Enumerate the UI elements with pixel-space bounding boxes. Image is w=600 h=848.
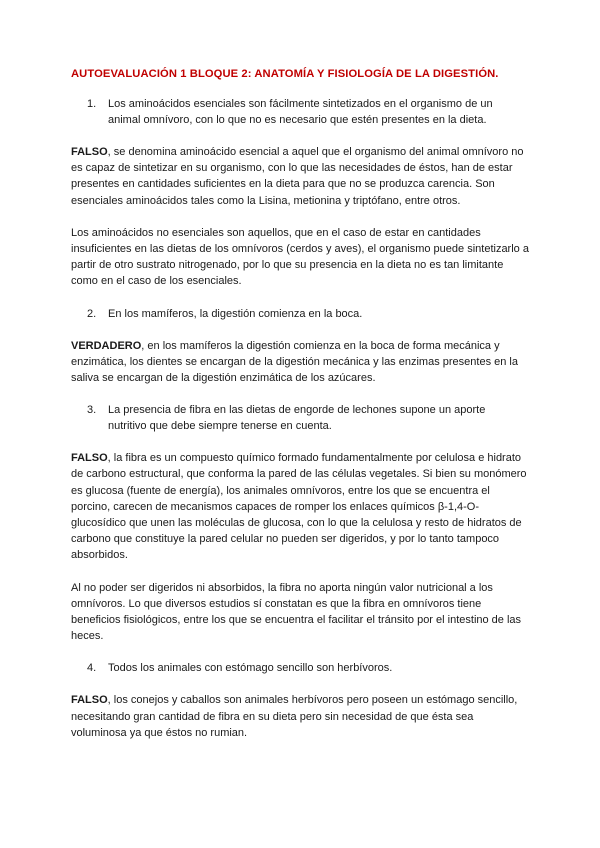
answer-verdict: FALSO [71, 694, 108, 707]
answer-verdict: FALSO [71, 146, 108, 158]
question-text: En los mamíferos, la digestión comienza en la boca. [108, 307, 363, 320]
question-4 [71, 660, 531, 676]
answer-paragraph [71, 338, 531, 387]
answer-text: , los conejos y caballos son animales herbívoros pero poseen un estómago sencillo, necesitando gran cantidad de fibra en su dieta pero sin necesidad de que ésta sea voluminosa ya que éstos no rumian. [71, 694, 518, 739]
answer-text: Al no poder ser digeridos ni absorbidos, la fibra no aporta ningún valor nutricional a los omnívoros. Lo que diversos estudios sí constatan es que la fibra en omnívoros tiene beneficios fisiológicos, entre los que se encuentra el facilitar el tránsito por el intestino de las heces. [71, 581, 522, 643]
question-text: Los aminoácidos esenciales son fácilmente sintetizados en el organismo de un animal omnívoro, con lo que no es necesario que estén presentes en la dieta. [108, 98, 493, 126]
question-3 [71, 402, 531, 434]
answer-paragraph [71, 580, 531, 645]
answer-text: Los aminoácidos no esenciales son aquellos, que en el caso de estar en cantidades insuficientes en las dietas de los omnívoros (cerdos y aves), el organismo puede sintetizarlo a partir de otro sustrato nitrogenado, por lo que su presencia en la dieta no es tan limitante como en el caso de los esenciales. [71, 226, 529, 288]
answer-paragraph [71, 450, 531, 563]
document-page [71, 66, 531, 757]
question-2 [71, 306, 531, 322]
question-1 [71, 96, 531, 128]
answer-paragraph [71, 692, 531, 741]
answer-text: , la fibra es un compuesto químico formado fundamentalmente por celulosa e hidrato de carbono estructural, que conforma la pared de las células vegetales. Si bien su monómero es glucosa (fuente de energía), los animales omnívoros, entre los que se encuentra el porcino, carecen de mecanismos capaces de romper los enlaces químicos β-1,4-O-glucosídico que unen las moléculas de glucosa, con lo que la celulosa y resto de hidratos de carbono que constituye la pared celular no pueden ser digeridos, y por lo tanto tampoco absorbidos. [71, 452, 527, 562]
answer-verdict: FALSO [71, 452, 108, 465]
question-number: 2. [87, 307, 97, 320]
answer-text: , se denomina aminoácido esencial a aquel que el organismo del animal omnívoro no es capaz de sintetizar en su organismo, con lo que las necesidades de éstos, han de estar presentes en cantidades suficientes en la dieta para que no se produzca carencia. Son esenciales aminoácidos tales como la Lisina, metionina y triptófano, entre otros. [71, 146, 524, 207]
question-text: La presencia de fibra en las dietas de engorde de lechones supone un aporte nutritivo que debe siempre tenerse en cuenta. [108, 404, 486, 433]
question-number: 3. [87, 404, 97, 417]
answer-text: , en los mamíferos la digestión comienza en la boca de forma mecánica y enzimática, los dientes se encargan de la digestión mecánica y las enzimas presentes en la saliva se encargan de la digestión enzimática de los azúcares. [71, 339, 518, 385]
question-number: 4. [87, 662, 97, 675]
document-title: AUTOEVALUACIÓN 1 BLOQUE 2: ANATOMÍA Y FISIOLOGÍA DE LA DIGESTIÓN. [71, 68, 499, 80]
question-number: 1. [87, 98, 97, 110]
answer-paragraph [71, 144, 531, 209]
answer-verdict: VERDADERO [71, 339, 142, 352]
question-text: Todos los animales con estómago sencillo son herbívoros. [108, 662, 393, 675]
answer-paragraph [71, 225, 531, 290]
